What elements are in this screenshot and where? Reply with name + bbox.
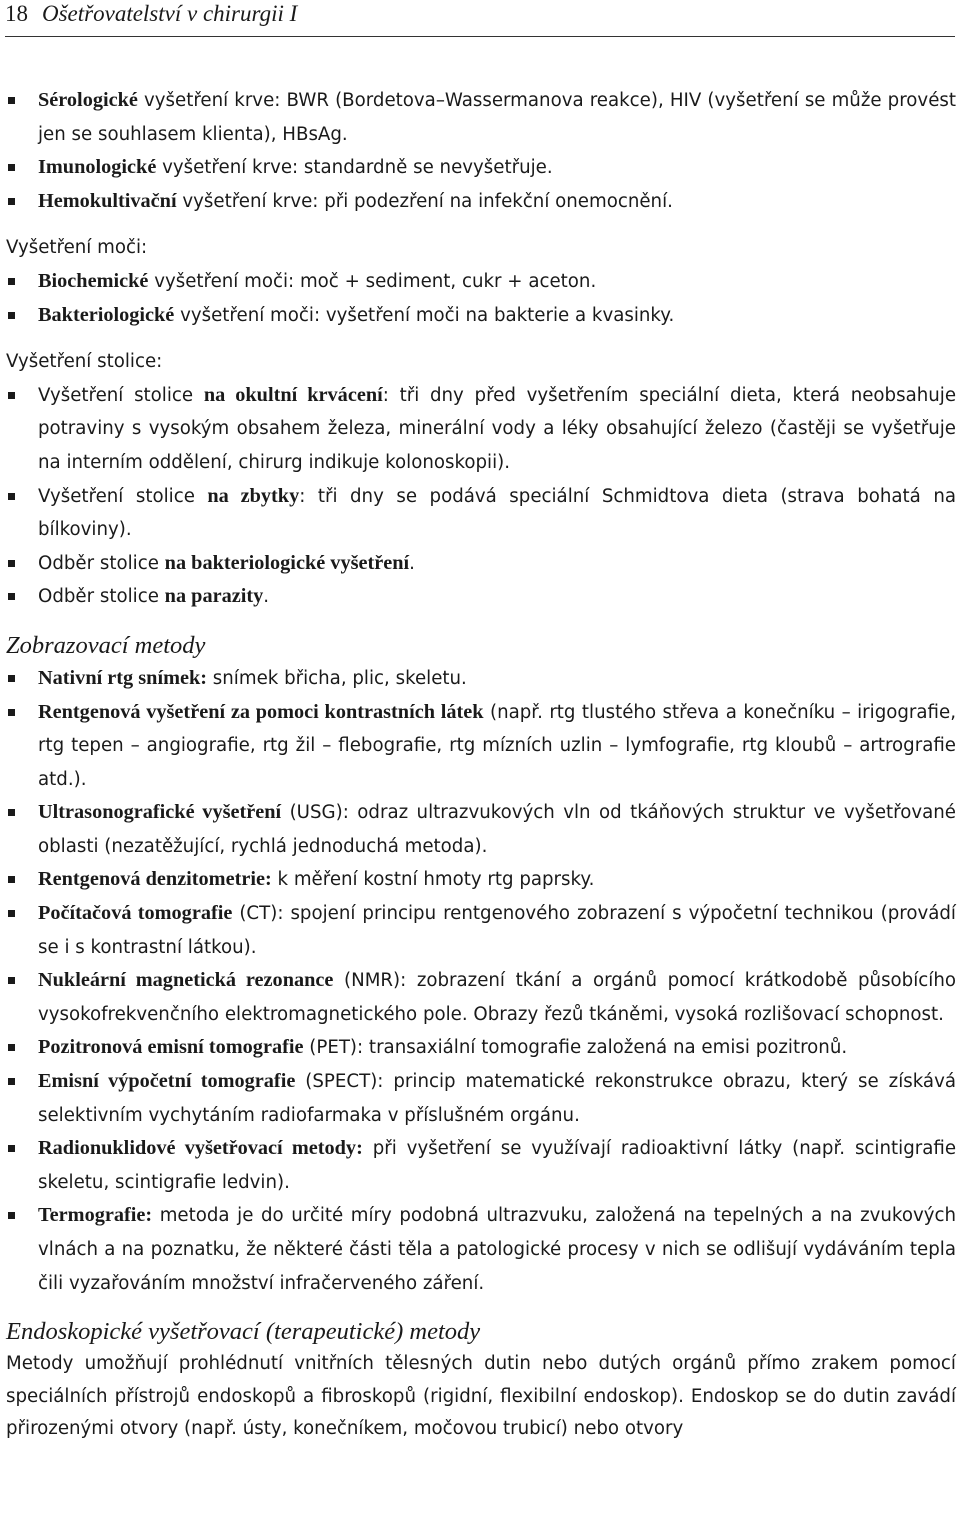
stool-tests-list <box>6 379 956 614</box>
list-item: Ultrasonografické vyšetření (USG): odraz ultrazvukových vln od tkáňových struktur ve vyšetřované oblasti (nezatěžující, rychlá jednoduchá metoda). <box>6 796 956 863</box>
running-header <box>5 0 955 30</box>
list-item: Emisní výpočetní tomografie (SPECT): princip matematické rekonstrukce obrazu, který se získává selektivním vychytáním radiofarmaka v příslušném orgánu. <box>6 1065 956 1132</box>
list-item: Odběr stolice na bakteriologické vyšetření. <box>6 547 956 581</box>
imaging-methods-list <box>6 662 956 1300</box>
imaging-section-title: Zobrazovací metody <box>6 631 206 659</box>
endoscopy-paragraph: Metody umožňují prohlédnutí vnitřních tělesných dutin nebo dutých orgánů přímo zrakem pomocí speciálních přístrojů endoskopů a fibroskopů (rigidní, flexibilní endoskop). Endoskop se do dutin zavádí přirozenými otvory (např. ústy, konečníkem, močovou trubicí) nebo otvory <box>6 1353 956 1440</box>
list-item: Vyšetření stolice na zbytky: tři dny se podává speciální Schmidtova dieta (strava bohatá na bílkoviny). <box>6 480 956 547</box>
list-item: Rentgenová vyšetření za pomoci kontrastních látek (např. rtg tlustého střeva a konečníku – irigografie, rtg tepen – angiografie, rtg žil – flebografie, rtg mízních uzlin – lymfografie, rtg kloubů – artrografie atd.). <box>6 696 956 797</box>
endoscopy-section-title: Endoskopické vyšetřovací (terapeutické) metody <box>6 1318 481 1346</box>
list-item: Bakteriologické vyšetření moči: vyšetření moči na bakterie a kvasinky. <box>6 299 956 333</box>
urine-tests-list <box>6 265 956 332</box>
stool-label: Vyšetření stolice: <box>6 351 163 373</box>
blood-tests-list <box>6 84 956 218</box>
list-item: Rentgenová denzitometrie: k měření kostní hmoty rtg paprsky. <box>6 863 956 897</box>
list-item: Počítačová tomografie (CT): spojení principu rentgenového zobrazení s výpočetní technikou (provádí se i s kontrastní látkou). <box>6 897 956 964</box>
list-item: Radionuklidové vyšetřovací metody: při vyšetření se využívají radioaktivní látky (např. scintigrafie skeletu, scintigrafie ledvin). <box>6 1132 956 1199</box>
list-item: Nativní rtg snímek: snímek břicha, plic, skeletu. <box>6 662 956 696</box>
list-item: Termografie: metoda je do určité míry podobná ultrazvuku, založená na tepelných a na zvukových vlnách a na poznatku, že některé části těla a patologické procesy v nich se odlišují vydáváním tepla čili vyzařováním množství infračerveného záření. <box>6 1199 956 1300</box>
list-item: Sérologické vyšetření krve: BWR (Bordetova–Wassermanova reakce), HIV (vyšetření se může provést jen se souhlasem klienta), HBsAg. <box>6 84 956 151</box>
list-item: Hemokultivační vyšetření krve: při podezření na infekční onemocnění. <box>6 185 956 219</box>
list-item: Biochemické vyšetření moči: moč + sediment, cukr + aceton. <box>6 265 956 299</box>
book-title: Ošetřovatelství v chirurgii I <box>42 1 298 26</box>
list-item: Imunologické vyšetření krve: standardně se nevyšetřuje. <box>6 151 956 185</box>
list-item: Odběr stolice na parazity. <box>6 580 956 614</box>
list-item: Pozitronová emisní tomografie (PET): transaxiální tomografie založená na emisi pozitronů. <box>6 1031 956 1065</box>
list-item: Vyšetření stolice na okultní krvácení: tři dny před vyšetřením speciální dieta, která neobsahuje potraviny s vysokým obsahem železa, minerální vody a léky obsahující železo (častěji se vyšetřuje na interním oddělení, chirurg indikuje kolonoskopii). <box>6 379 956 480</box>
header-rule <box>5 36 955 37</box>
list-item: Nukleární magnetická rezonance (NMR): zobrazení tkání a orgánů pomocí krátkodobě působícího vysokofrekvenčního elektromagnetického pole. Obrazy řezů tkáněmi, vysoká rozlišovací schopnost. <box>6 964 956 1031</box>
page-content <box>6 84 956 1446</box>
urine-label: Vyšetření moči: <box>6 237 148 259</box>
page-number: 18 <box>5 1 28 26</box>
